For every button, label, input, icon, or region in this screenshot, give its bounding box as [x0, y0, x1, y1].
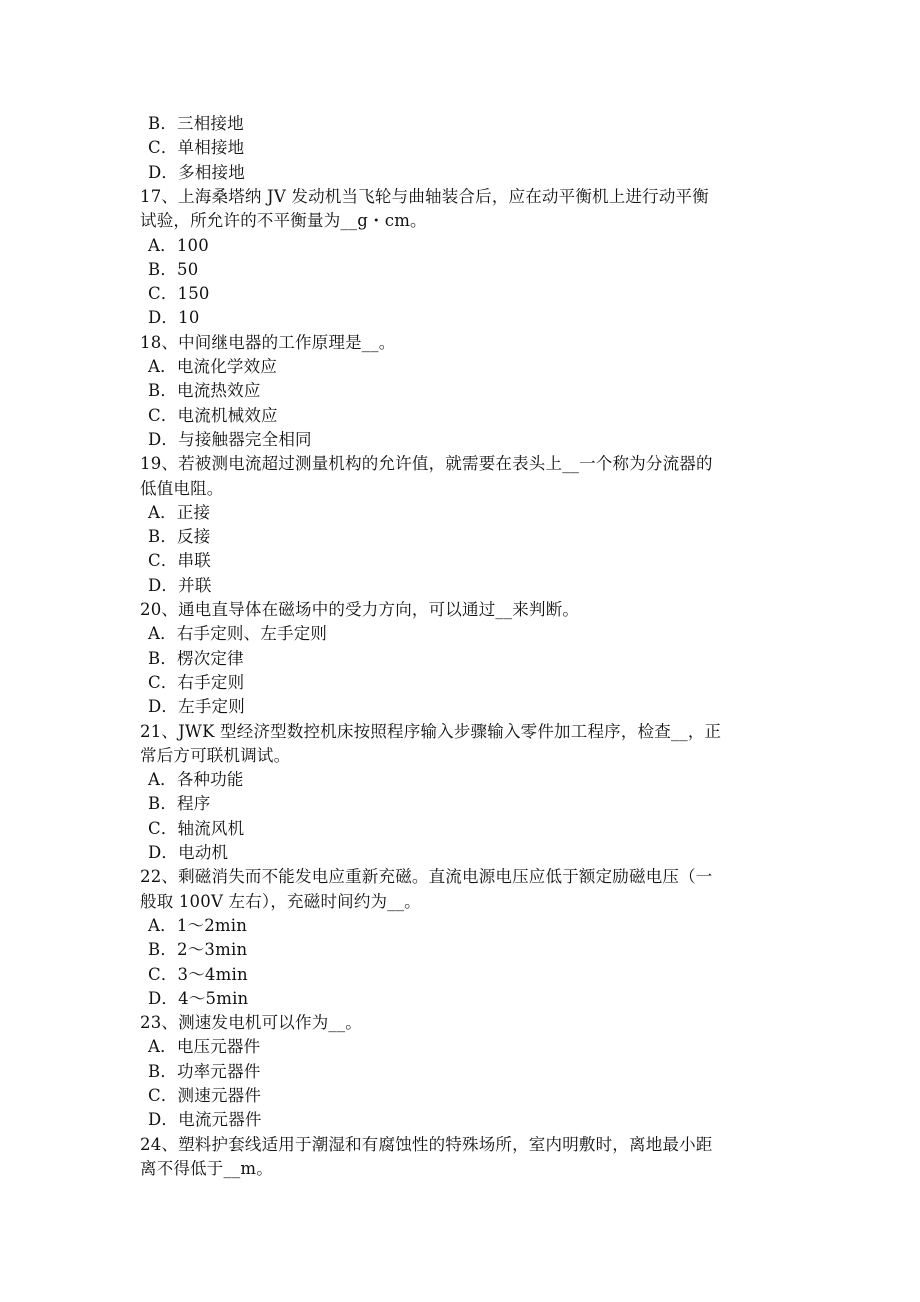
- option-line: B．2～3min: [148, 940, 248, 960]
- option-line: A．100: [148, 235, 209, 255]
- question-stem-line: 17、上海桑塔纳 JV 发动机当飞轮与曲轴装合后，应在动平衡机上进行动平衡: [140, 186, 709, 206]
- option-line: B．50: [148, 259, 199, 279]
- question-stem-line: 18、中间继电器的工作原理是__。: [140, 332, 396, 352]
- option-line: A．右手定则、左手定则: [148, 624, 328, 644]
- question-stem-line: 23、测速发电机可以作为__。: [140, 1013, 362, 1033]
- option-line: D．电流元器件: [148, 1110, 262, 1130]
- option-line: B．电流热效应: [148, 381, 261, 401]
- option-line: C．150: [148, 284, 210, 304]
- option-line: C．单相接地: [148, 138, 245, 158]
- option-line: C．电流机械效应: [148, 405, 278, 425]
- option-line: D．并联: [148, 575, 212, 595]
- option-line: C．串联: [148, 551, 211, 571]
- question-stem-line: 22、剩磁消失而不能发电应重新充磁。直流电源电压应低于额定励磁电压（一: [140, 867, 713, 887]
- option-line: D．电动机: [148, 843, 229, 862]
- option-line: C．测速元器件: [148, 1086, 262, 1105]
- option-line: A．各种功能: [148, 770, 244, 790]
- question-stem-line: 离不得低于__m。: [140, 1158, 273, 1178]
- option-line: D．4～5min: [148, 988, 249, 1008]
- option-line: D．左手定则: [148, 697, 245, 717]
- question-stem-line: 19、若被测电流超过测量机构的允许值，就需要在表头上__一个称为分流器的: [140, 454, 713, 474]
- option-line: D．与接触器完全相同: [148, 429, 312, 449]
- option-line: B．程序: [148, 794, 211, 814]
- option-line: D．10: [148, 308, 200, 328]
- question-stem-line: 般取 100V 左右），充磁时间约为__。: [140, 891, 421, 911]
- question-stem-line: 20、通电直导体在磁场中的受力方向，可以通过__来判断。: [140, 600, 580, 619]
- question-stem-line: 21、JWK 型经济型数控机床按照程序输入步骤输入零件加工程序，检查__，正: [140, 721, 722, 741]
- option-line: B．楞次定律: [148, 648, 244, 668]
- option-line: A．1～2min: [148, 915, 248, 935]
- question-stem-line: 24、塑料护套线适用于潮湿和有腐蚀性的特殊场所，室内明敷时，离地最小距: [140, 1134, 713, 1154]
- option-line: D．多相接地: [148, 162, 245, 182]
- option-line: A．电流化学效应: [148, 357, 278, 376]
- question-stem-line: 试验，所允许的不平衡量为__g・cm。: [140, 211, 427, 231]
- option-line: B．反接: [148, 527, 211, 547]
- option-line: C．右手定则: [148, 672, 245, 692]
- option-line: A．电压元器件: [148, 1037, 261, 1057]
- question-stem-line: 低值电阻。: [140, 478, 224, 498]
- question-stem-line: 常后方可联机调试。: [140, 745, 291, 765]
- option-line: B．三相接地: [148, 114, 244, 133]
- option-line: A．正接: [148, 502, 211, 522]
- option-line: C．3～4min: [148, 964, 248, 984]
- option-line: B．功率元器件: [148, 1061, 261, 1081]
- option-line: C．轴流风机: [148, 818, 245, 838]
